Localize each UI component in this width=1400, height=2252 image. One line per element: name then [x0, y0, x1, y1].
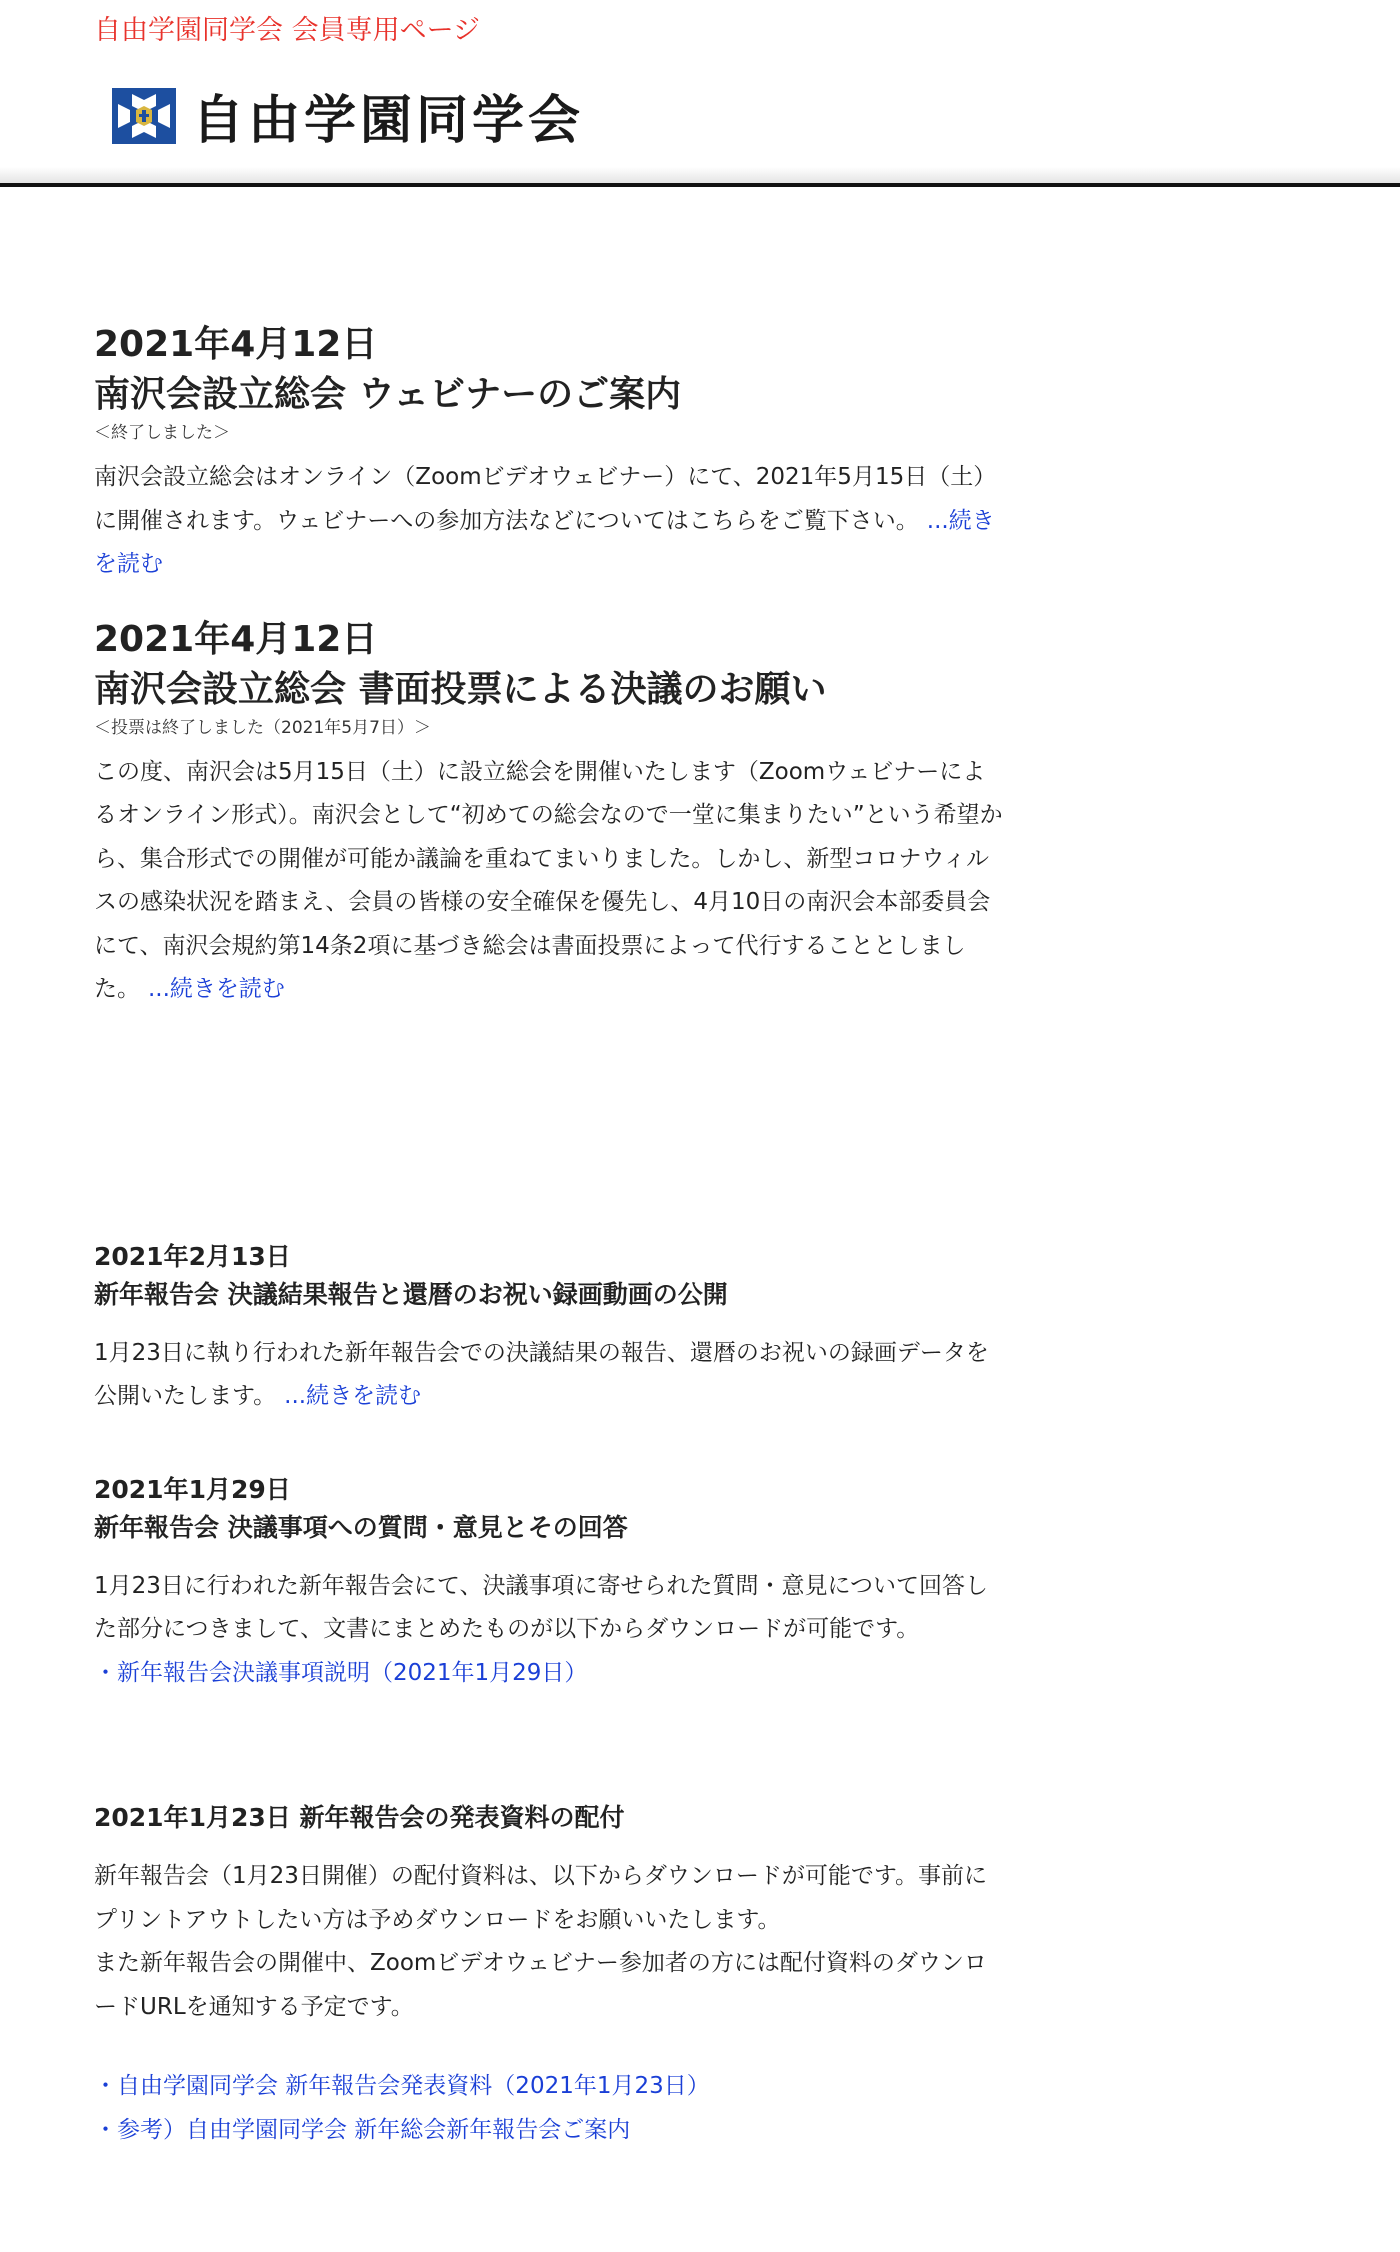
post-status-note: ＜終了しました＞ — [94, 423, 230, 443]
post-date: 2021年4月12日 — [94, 618, 378, 660]
post-status-note: ＜投票は終了しました（2021年5月7日）＞ — [94, 717, 431, 738]
post-title: 南沢会設立総会 書面投票による決議のお願い — [94, 668, 827, 710]
post-date: 2021年1月29日 — [94, 1474, 291, 1504]
news-item — [94, 320, 1004, 587]
post-title: 南沢会設立総会 ウェビナーのご案内 — [94, 374, 682, 415]
post-body-text: この度、南沢会は5月15日（土）に設立総会を開催いたします（Zoomウェビナーによるオンライン形式）。南沢会として“初めての総会なので一堂に集まりたい”という希望から、集合形式での開催が可能か議論を重ねてまいりました。しかし、新型コロナウィルスの感染状況を踏まえ、会員の皆様の安全確保を優先し、4月10日の南沢会本部委員会にて、南沢会規約第14条2項に基づき総会は書面投票によって代行することとしました。 — [94, 758, 1003, 1002]
post-body — [94, 751, 1004, 1012]
post-body-text: 1月23日に行われた新年報告会にて、決議事項に寄せられた質問・意見について回答した部分につきまして、文書にまとめたものが以下からダウンロードが可能です。 — [94, 1572, 988, 1642]
logo-text: 自由学園同学会 — [192, 91, 585, 151]
header-divider — [0, 183, 1400, 187]
post-body-text: 新年報告会（1月23日開催）の配付資料は、以下からダウンロードが可能です。事前にプリントアウトしたい方は予めダウンロードをお願いいたします。 — [94, 1863, 988, 1933]
post-title: 新年報告会 決議結果報告と還暦のお祝い録画動画の公開 — [94, 1279, 728, 1309]
post-body-text: また新年報告会の開催中、Zoomビデオウェビナー参加者の方には配付資料のダウンロードURLを通知する予定です。 — [94, 1950, 987, 2020]
news-item — [94, 615, 1004, 1012]
read-more-link[interactable]: ...続きを読む — [94, 507, 995, 577]
news-item — [94, 1799, 1004, 2152]
read-more-link[interactable]: ...続きを読む — [148, 976, 285, 1002]
header-shadow — [0, 167, 1400, 183]
post-date: 2021年2月13日 — [94, 1241, 291, 1271]
post-title: 2021年1月23日 新年報告会の発表資料の配付 — [94, 1803, 625, 1832]
post-body — [94, 1855, 1004, 2029]
post-body — [94, 1565, 1004, 1652]
post-body — [94, 456, 1004, 587]
news-item — [94, 1471, 1004, 1696]
site-header — [0, 0, 1400, 186]
post-date: 2021年4月12日 — [94, 324, 378, 365]
site-logo[interactable] — [112, 78, 584, 153]
post-title: 新年報告会 決議事項への質問・意見とその回答 — [94, 1512, 628, 1542]
read-more-link[interactable]: ...続きを読む — [284, 1383, 422, 1409]
download-link-presentation-materials[interactable]: ・自由学園同学会 新年報告会発表資料（2021年1月23日） — [94, 2073, 710, 2099]
post-body-text: 南沢会設立総会はオンライン（Zoomビデオウェビナー）にて、2021年5月15日（土）に開催されます。ウェビナーへの参加方法などについてはこちらをご覧下さい。 — [94, 464, 997, 534]
news-list — [94, 320, 1004, 2152]
news-item — [94, 1238, 1004, 1419]
post-body-text: 1月23日に執り行われた新年報告会での決議結果の報告、還暦のお祝いの録画データを公開いたします。 — [94, 1339, 989, 1409]
school-emblem-icon — [112, 88, 176, 144]
download-link-resolution-explanation[interactable]: ・新年報告会決議事項説明（2021年1月29日） — [94, 1659, 588, 1686]
header-tagline: 自由学園同学会 会員専用ページ — [94, 15, 481, 46]
post-body — [94, 1332, 1004, 1419]
download-link-meeting-guide[interactable]: ・参考）自由学園同学会 新年総会新年報告会ご案内 — [94, 2116, 631, 2143]
